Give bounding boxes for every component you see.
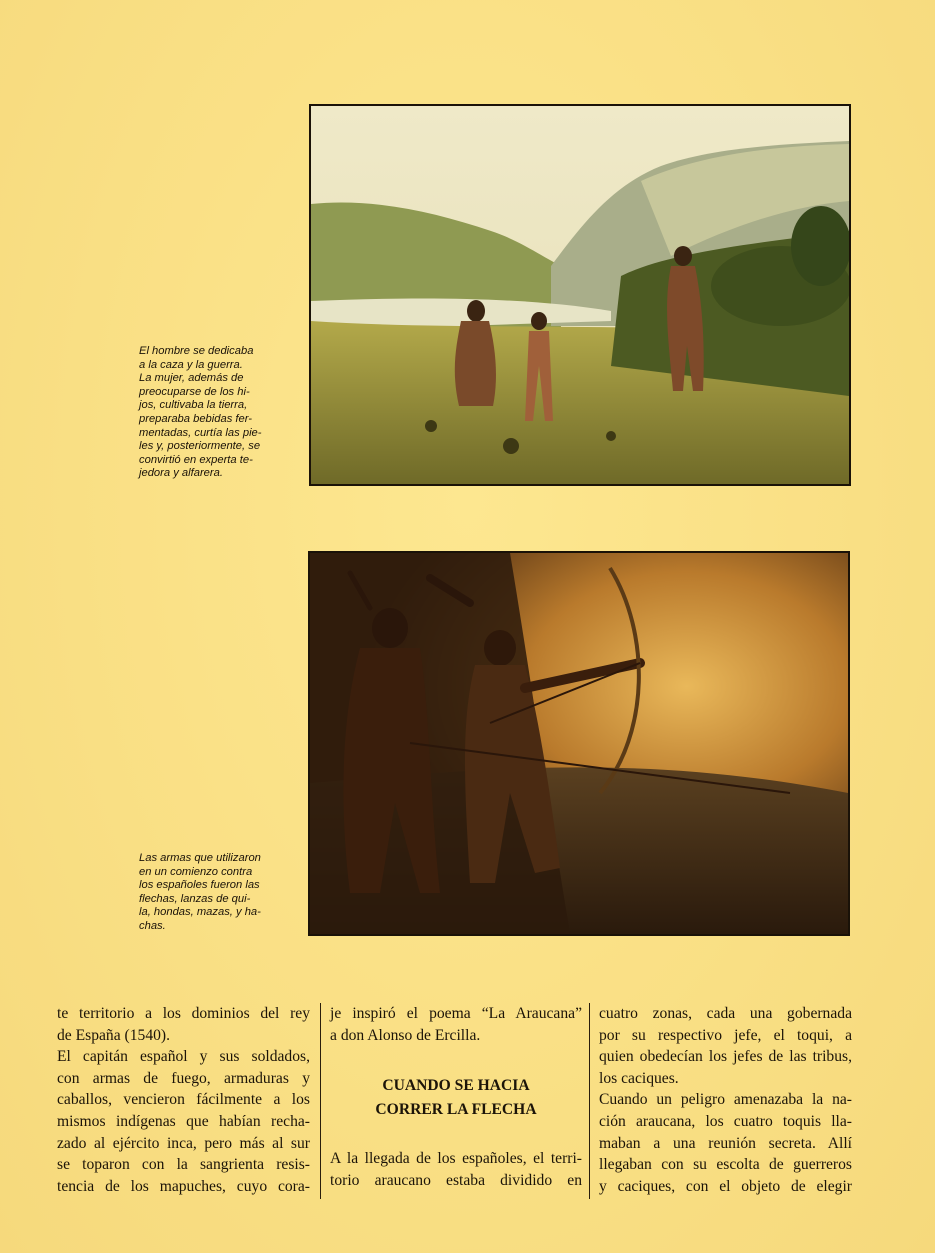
text-line: A la llegada de los españoles, el terri- <box>330 1150 582 1168</box>
text-line: quien obedecían los jefes de las tribus, <box>599 1048 852 1066</box>
text-line: Cuando un peligro amenazaba la na- <box>599 1091 852 1109</box>
caption-illustration-2 <box>139 852 309 934</box>
caption-line: El hombre se dedicaba <box>139 345 254 357</box>
text-line: te territorio a los dominios del rey <box>57 1005 310 1022</box>
caption-line: preocuparse de los hi- <box>139 385 250 398</box>
text-line: torio araucano estaba dividido en <box>330 1171 582 1189</box>
text-line: se toparon con la sangrienta resis- <box>57 1156 310 1174</box>
caption-line: Las armas que utilizaron <box>139 852 261 864</box>
text-line: de España (1540). <box>57 1026 171 1044</box>
text-line: cuatro zonas, cada una gobernada <box>599 1005 852 1022</box>
text-column-1 <box>57 1003 310 1197</box>
illustration-hunters-landscape <box>309 104 851 486</box>
section-heading-line: CUANDO SE HACIA <box>382 1077 530 1095</box>
text-column-3 <box>599 1003 852 1197</box>
caption-line: flechas, lanzas de qui- <box>139 892 251 905</box>
column-divider <box>589 1003 590 1199</box>
text-line: por su respectivo jefe, el toqui, a <box>599 1026 852 1044</box>
caption-line: preparaba bebidas fer- <box>139 412 252 425</box>
caption-line: a la caza y la guerra. <box>139 358 243 371</box>
text-line: ción araucana, los cuatro toquis lla- <box>599 1112 852 1130</box>
caption-line: jedora y alfarera. <box>139 467 223 480</box>
text-line: a don Alonso de Ercilla. <box>330 1026 481 1044</box>
caption-line: en un comienzo contra <box>139 865 253 878</box>
text-line: El capitán español y sus soldados, <box>57 1048 310 1066</box>
text-line: y caciques, con el objeto de elegir <box>599 1177 852 1195</box>
caption-line: la, hondas, mazas, y ha- <box>139 906 261 919</box>
caption-illustration-1 <box>139 345 309 481</box>
section-heading-line: CORRER LA FLECHA <box>375 1101 537 1119</box>
caption-line: jos, cultivaba la tierra, <box>139 399 248 412</box>
text-line: los caciques. <box>599 1069 679 1087</box>
text-column-2 <box>330 1003 582 1191</box>
text-line: zado al ejército inca, pero más al sur <box>57 1134 310 1152</box>
column-divider <box>320 1003 321 1199</box>
text-line: llegaban con su escolta de guerreros <box>599 1156 852 1174</box>
text-line: maban a una reunión secreta. Allí <box>599 1134 852 1152</box>
caption-line: convirtió en experta te- <box>139 453 253 466</box>
caption-line: La mujer, además de <box>139 372 244 385</box>
text-line: tencia de los mapuches, cuyo cora- <box>57 1177 310 1195</box>
text-line: caballos, vencieron fácilmente a los <box>57 1091 310 1109</box>
caption-line: les y, posteriormente, se <box>139 440 261 453</box>
caption-line: mentadas, curtía las pie- <box>139 426 262 439</box>
text-line: con armas de fuego, armaduras y <box>57 1069 310 1087</box>
text-line: mismos indígenas que habían recha- <box>57 1112 310 1130</box>
caption-line: chas. <box>139 919 166 932</box>
caption-line: los españoles fueron las <box>139 879 260 892</box>
text-line: je inspiró el poema “La Araucana” <box>330 1005 582 1022</box>
illustration-warriors-archers <box>308 551 850 936</box>
